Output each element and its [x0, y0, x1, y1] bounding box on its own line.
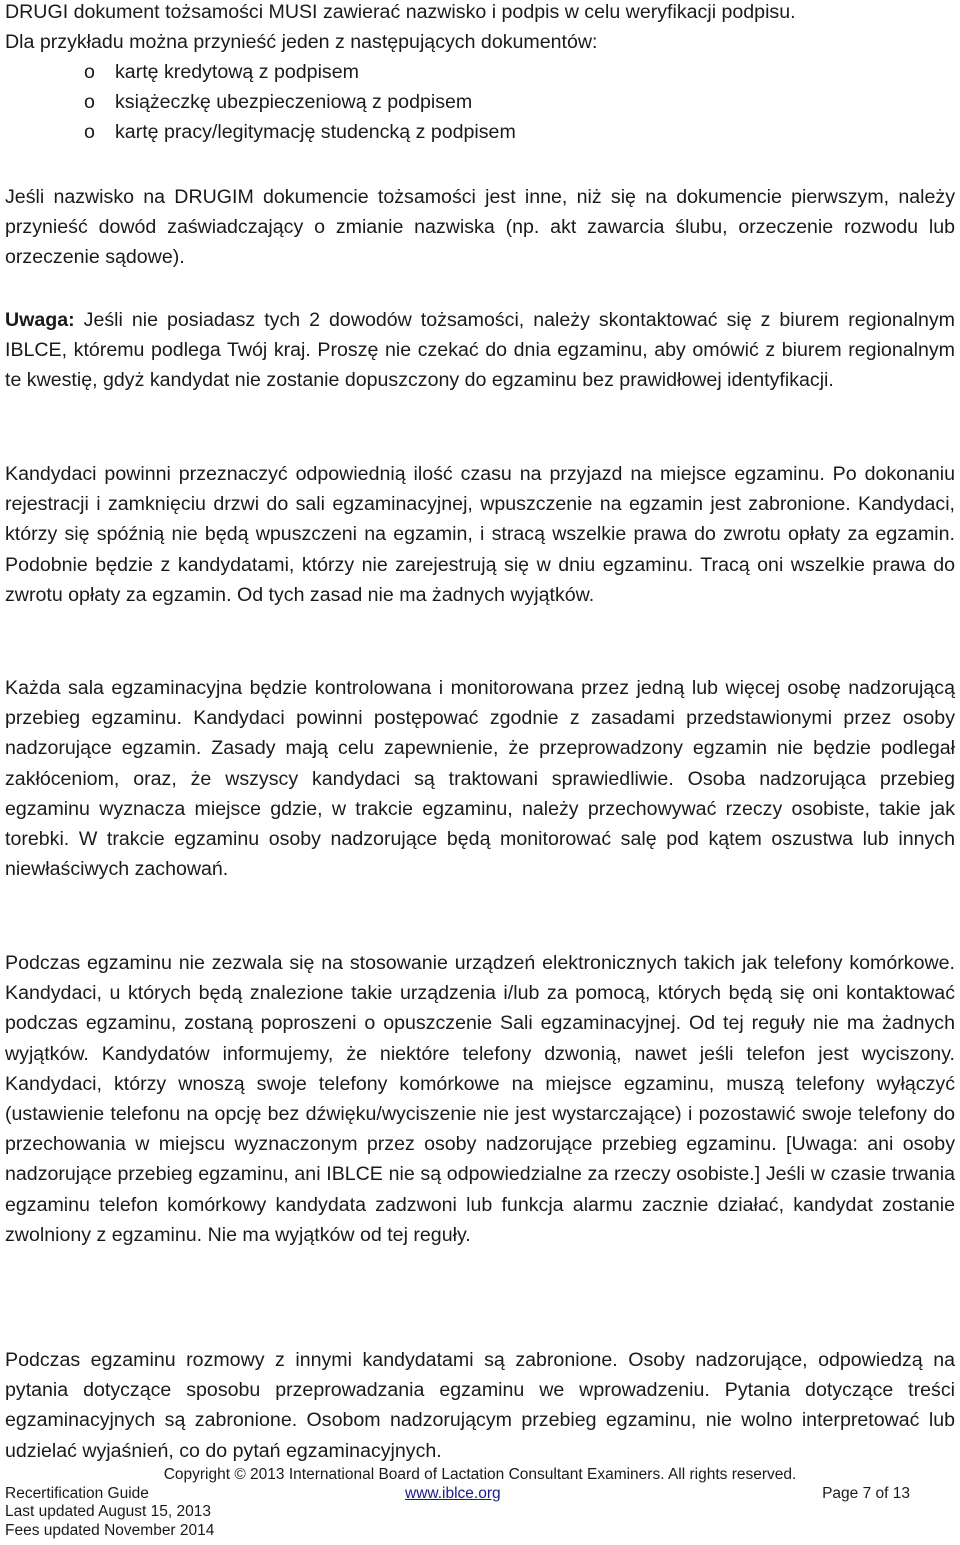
- copyright-text: Copyright © 2013 International Board of Lactation Consultant Examiners. All rights reserved.: [163, 1466, 797, 1483]
- fees-updated: Fees updated November 2014: [5, 1521, 215, 1539]
- bullet-marker: o: [84, 121, 95, 144]
- list-item: [5, 57, 955, 87]
- intro-line-1: DRUGI dokument tożsamości MUSI zawierać nazwisko i podpis w celu weryfikacji podpisu.: [5, 1, 796, 23]
- documents-list: [5, 57, 955, 148]
- intro: [5, 0, 955, 57]
- list-item-text: kartę pracy/legitymację studencką z podpisem: [115, 121, 516, 144]
- guide-title: Recertification Guide: [5, 1484, 149, 1502]
- paragraph-conversation: Podczas egzaminu rozmowy z innymi kandydatami są zabronione. Osoby nadzorujące, odpowiedzą na pytania dotyczące sposobu przeprowadzania egzaminu we wprowadzeniu. Pytania dotyczące treści egzaminacyjnych są zabronione. Osobom nadzorującym przebieg egzaminu, nie wolno interpretować lub udzielać wyjaśnień, co do pytań egzaminacyjnych.: [5, 1349, 955, 1462]
- footer-row: [5, 1485, 955, 1504]
- bullet-marker: o: [84, 61, 95, 83]
- warning-text: Jeśli nie posiadasz tych 2 dowodów tożsamości, należy skontaktować się z biurem regionalnym IBLCE, któremu podlega Twój kraj. Proszę nie czekać do dnia egzaminu, aby omówić z biurem regionalnym te kwestię, gdyż kandydat nie zostanie dopuszczony do egzaminu bez prawidłowej identyfikacji.: [5, 309, 955, 392]
- warning-label: Uwaga:: [5, 309, 75, 331]
- list-item-text: książeczkę ubezpieczeniową z podpisem: [115, 91, 473, 114]
- list-item: [5, 87, 955, 117]
- website-link[interactable]: www.iblce.org: [405, 1484, 501, 1502]
- paragraph-name-change: Jeśli nazwisko na DRUGIM dokumencie tożsamości jest inne, niż się na dokumencie pierwszym, należy przynieść dowód zaświadczający o zmianie nazwiska (np. akt zawarcia ślubu, orzeczenie rozwodu lub orzeczenie sądowe).: [5, 186, 955, 269]
- last-updated: Last updated August 15, 2013: [5, 1503, 211, 1520]
- paragraph-phones: Podczas egzaminu nie zezwala się na stosowanie urządzeń elektronicznych takich jak telefony komórkowe. Kandydaci, u których będą znalezione takie urządzenia i/lub za pomocą, których będą się oni kontaktować podczas egzaminu, zostaną poproszeni o opuszczenie Sali egzaminacyjnej. Od tej reguły nie ma żadnych wyjątków. Kandydatów informujemy, że niektóre telefony dzwonią, nawet jeśli telefon jest wyciszony. Kandydaci, którzy wnoszą swoje telefony komórkowe na miejsce egzaminu, muszą telefony wyłączyć (ustawienie telefonu na opcję bez dźwięku/wyciszenie nie jest wystarczające) i pozostawić swoje telefony do przechowania w miejscu wyznaczonym przez osoby nadzorujące przebieg egzaminu. [Uwaga: ani osoby nadzorujące przebieg egzaminu, ani IBLCE nie są odpowiedzialne za rzeczy osobiste.] Jeśli w czasie trwania egzaminu telefon komórkowy kandydata zadzwoni lub funkcja alarmu zacznie działać, kandydat zostanie zwolniony z egzaminu. Nie ma wyjątków od tej reguły.: [5, 952, 955, 1246]
- list-item: [5, 117, 955, 147]
- list-item-text: kartę kredytową z podpisem: [115, 61, 359, 83]
- bullet-marker: o: [84, 91, 95, 114]
- intro-line-2: Dla przykładu można przynieść jeden z następujących dokumentów:: [5, 31, 598, 54]
- paragraph-arrival: Kandydaci powinni przeznaczyć odpowiednią ilość czasu na przyjazd na miejsce egzaminu. Po dokonaniu rejestracji i zamknięciu drzwi do sali egzaminacyjnej, wpuszczenie na egzamin jest zabronione. Kandydaci, którzy się spóźnią nie będą wpuszczeni na egzamin, i stracą wszelkie prawa do zwrotu opłaty za egzamin. Podobnie będzie z kandydatami, którzy nie zarejestrują się w dniu egzaminu. Tracą oni wszelkie prawa do zwrotu opłaty za egzamin. Od tych zasad nie ma żadnych wyjątków.: [5, 463, 955, 606]
- paragraph-monitoring: Każda sala egzaminacyjna będzie kontrolowana i monitorowana przez jedną lub więcej osobę nadzorującą przebieg egzaminu. Kandydaci powinni postępować zgodnie z zasadami przedstawionymi przez osoby nadzorujące egzamin. Zasady mają celu zapewnienie, że przeprowadzony egzamin nie będzie podlegał zakłóceniom, oraz, że wszyscy kandydaci są traktowani sprawiedliwie. Osoba nadzorująca przebieg egzaminu wyznacza miejsce gdzie, w trakcie egzaminu, należy przechowywać rzeczy osobiste, takie jak torebki. W trakcie egzaminu osoby nadzorujące będą monitorować salę pod kątem oszustwa lub innych niewłaściwych zachowań.: [5, 677, 955, 881]
- page-footer: [5, 1466, 955, 1540]
- paragraph-warning: [5, 305, 955, 396]
- page-number: Page 7 of 13: [822, 1484, 910, 1502]
